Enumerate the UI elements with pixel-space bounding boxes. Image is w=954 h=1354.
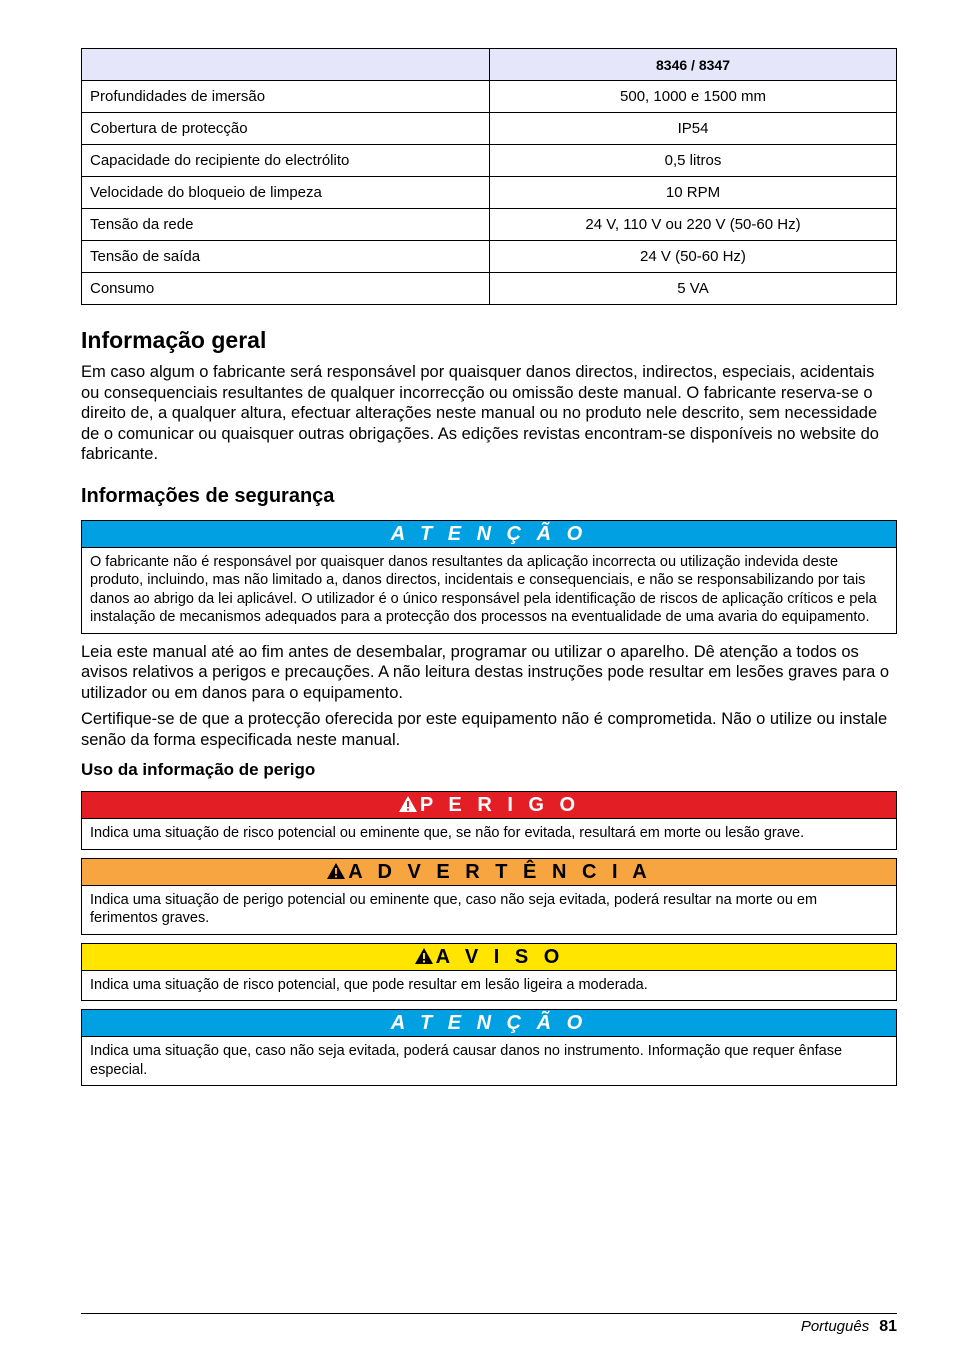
table-row bbox=[82, 241, 897, 273]
table-row bbox=[82, 177, 897, 209]
section-title-hazard: Uso da informação de perigo bbox=[81, 760, 316, 779]
safety-paragraph-2: Certifique-se de que a protecção oferecida por este equipamento não é comprometida. Não o utilize ou instale senão da forma especificada neste manual. bbox=[81, 710, 888, 749]
table-row bbox=[82, 113, 897, 145]
warning-triangle-icon bbox=[326, 861, 346, 887]
caution-box bbox=[81, 943, 897, 1002]
table-cell-value: 0,5 litros bbox=[490, 145, 897, 177]
general-paragraph: Em caso algum o fabricante será responsável por quaisquer danos directos, indirectos, especiais, acidentais ou consequenciais resultantes de qualquer incorrecção ou omissão deste manual. O fabricante reserva-se o direito de, a qualquer altura, efectuar alterações neste manual ou no produto nele descrito, sem necessidade de o comunicar ou quaisquer outras obrigações. As edições revistas encontram-se disponíveis no website do fabricante. bbox=[81, 363, 879, 463]
warning-triangle-icon bbox=[398, 794, 418, 820]
notice-box-2 bbox=[81, 1009, 897, 1086]
warning-box-header bbox=[82, 859, 896, 886]
table-header-model: 8346 / 8347 bbox=[490, 49, 897, 81]
footer-language: Português bbox=[800, 1318, 870, 1335]
warning-box-label: A D V E R T Ê N C I A bbox=[348, 860, 652, 883]
page-footer bbox=[81, 1313, 897, 1336]
spec-table bbox=[81, 48, 897, 305]
danger-box-label: P E R I G O bbox=[419, 794, 581, 816]
table-cell-label: Velocidade do bloqueio de limpeza bbox=[82, 177, 490, 209]
table-cell-value: 5 VA bbox=[490, 273, 897, 305]
danger-box-text: Indica uma situação de risco potencial ou eminente que, se não for evitada, resultará em morte ou lesão grave. bbox=[90, 825, 805, 841]
caution-box-text: Indica uma situação de risco potencial, que pode resultar em lesão ligeira a moderada. bbox=[90, 976, 648, 993]
danger-box-header bbox=[82, 792, 896, 819]
table-header-empty bbox=[82, 49, 490, 81]
notice-box-header: A T E N Ç Ã O bbox=[82, 521, 896, 548]
caution-box-header bbox=[82, 944, 896, 971]
notice-box-2-header: A T E N Ç Ã O bbox=[82, 1010, 896, 1037]
table-cell-value: 24 V (50-60 Hz) bbox=[490, 241, 897, 273]
section-title-safety: Informações de segurança bbox=[81, 484, 335, 507]
warning-box-text: Indica uma situação de perigo potencial ou eminente que, caso não seja evitada, poderá resultar na morte ou em ferimentos graves. bbox=[90, 891, 818, 926]
table-row bbox=[82, 273, 897, 305]
notice-box-2-text: Indica uma situação que, caso não seja evitada, poderá causar danos no instrumento. Informação que requer ênfase especial. bbox=[90, 1043, 843, 1078]
safety-paragraph-1: Leia este manual até ao fim antes de desembalar, programar ou utilizar o aparelho. Dê atenção a todos os avisos relativos a perigos e precauções. A não leitura destas instruções pode resultar em lesões graves para o utilizador ou em danos para o equipamento. bbox=[81, 642, 890, 702]
table-header-row bbox=[82, 49, 897, 81]
notice-box-text: O fabricante não é responsável por quaisquer danos resultantes da aplicação incorrecta ou utilização indevida deste produto, incluindo, mas não limitado a, danos directos, incidentais e consequenciais, e não se responsabilizando por tais danos ao abrigo da lei aplicável. O utilizador é o único responsável pela identificação de riscos de aplicação críticos e pela instalação de mecanismos adequados para a protecção dos processos na eventualidade de uma avaria do equipamento. bbox=[90, 553, 877, 625]
caution-box-label: A V I S O bbox=[435, 945, 565, 968]
table-cell-value: IP54 bbox=[490, 113, 897, 145]
notice-box bbox=[81, 520, 897, 634]
warning-triangle-icon bbox=[414, 946, 434, 972]
table-cell-value: 500, 1000 e 1500 mm bbox=[490, 81, 897, 113]
table-cell-label: Capacidade do recipiente do electrólito bbox=[82, 145, 490, 177]
table-cell-value: 10 RPM bbox=[490, 177, 897, 209]
danger-box bbox=[81, 791, 897, 850]
section-title-general: Informação geral bbox=[81, 327, 267, 353]
table-row bbox=[82, 145, 897, 177]
page-number: 81 bbox=[879, 1318, 897, 1335]
table-cell-label: Consumo bbox=[82, 273, 490, 305]
table-row bbox=[82, 81, 897, 113]
warning-box bbox=[81, 858, 897, 935]
table-cell-label: Tensão de saída bbox=[82, 241, 490, 273]
table-cell-value: 24 V, 110 V ou 220 V (50-60 Hz) bbox=[490, 209, 897, 241]
table-row bbox=[82, 209, 897, 241]
table-cell-label: Tensão da rede bbox=[82, 209, 490, 241]
table-cell-label: Cobertura de protecção bbox=[82, 113, 490, 145]
page-content bbox=[81, 48, 897, 1094]
table-cell-label: Profundidades de imersão bbox=[82, 81, 490, 113]
